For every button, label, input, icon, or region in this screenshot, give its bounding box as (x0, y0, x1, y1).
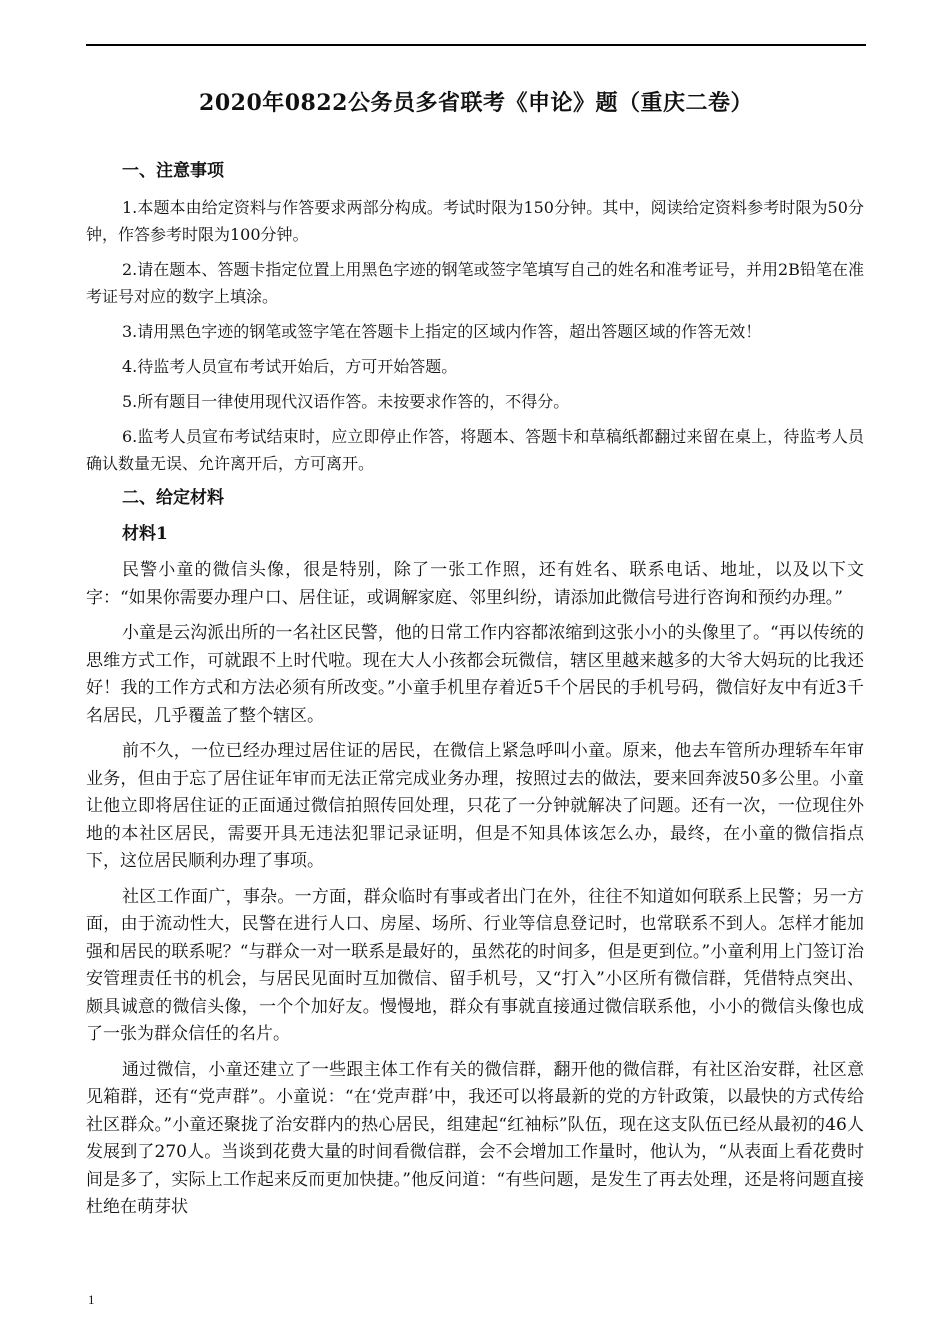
material-label: 材料1 (122, 524, 168, 544)
page-number: 1 (88, 1292, 95, 1307)
material-paragraph-3: 前不久，一位已经办理过居住证的居民，在微信上紧急呼叫小童。原来，他去车管所办理轿车年审业务，但由于忘了居住证年审而无法正常完成业务办理，按照过去的做法，要来回奔波50多公里。小童让他立即将居住证的正面通过微信拍照传回处理，只花了一分钟就解决了问题。还有一次，一位现住外地的本社区居民，需要开具无违法犯罪记录证明，但是不知具体该怎么办，最终，在小童的微信指点下，这位居民顺利办理了事项。 (86, 741, 864, 871)
material-paragraph-2: 小童是云沟派出所的一名社区民警，他的日常工作内容都浓缩到这张小小的头像里了。“再以传统的思维方式工作，可就跟不上时代啦。现在大人小孩都会玩微信，辖区里越来越多的大爷大妈玩的比我还好！我的工作方式和方法必须有所改变。”小童手机里存着近5千个居民的手机号码，微信好友中有近3千名居民，几乎覆盖了整个辖区。 (86, 623, 864, 726)
header-rule (86, 44, 866, 46)
note-item-3: 3.请用黑色字迹的钢笔或签字笔在答题卡上指定的区域内作答，超出答题区域的作答无效！ (122, 322, 762, 341)
document-body (86, 158, 864, 1230)
page-title: 2020年0822公务员多省联考《申论》题（重庆二卷） (199, 90, 753, 116)
section-heading-notes: 一、注意事项 (122, 161, 224, 181)
material-paragraph-1: 民警小童的微信头像，很是特别，除了一张工作照，还有姓名、联系电话、地址，以及以下文字：“如果你需要办理户口、居住证，或调解家庭、邻里纠纷，请添加此微信号进行咨询和预约办理。” (86, 560, 864, 608)
note-item-5: 5.所有题目一律使用现代汉语作答。未按要求作答的，不得分。 (122, 392, 570, 411)
note-item-6: 6.监考人员宣布考试结束时，应立即停止作答，将题本、答题卡和草稿纸都翻过来留在桌上，待监考人员确认数量无误、允许离开后，方可离开。 (86, 427, 864, 473)
section-heading-materials: 二、给定材料 (122, 488, 224, 508)
note-item-1: 1.本题本由给定资料与作答要求两部分构成。考试时限为150分钟。其中，阅读给定资料参考时限为50分钟，作答参考时限为100分钟。 (86, 198, 864, 244)
note-item-4: 4.待监考人员宣布考试开始后，方可开始答题。 (122, 357, 458, 376)
material-paragraph-4: 社区工作面广，事杂。一方面，群众临时有事或者出门在外，往往不知道如何联系上民警；另一方面，由于流动性大，民警在进行人口、房屋、场所、行业等信息登记时，也常联系不到人。怎样才能加强和居民的联系呢？“与群众一对一联系是最好的，虽然花的时间多，但是更到位。”小童利用上门签订治安管理责任书的机会，与居民见面时互加微信、留手机号，又“打入”小区所有微信群，凭借特点突出、颇具诚意的微信头像，一个个加好友。慢慢地，群众有事就直接通过微信联系他，小小的微信头像也成了一张为群众信任的名片。 (86, 886, 864, 1044)
material-paragraph-5: 通过微信，小童还建立了一些跟主体工作有关的微信群，翻开他的微信群，有社区治安群，社区意见箱群，还有“党声群”。小童说：“在‘党声群’中，我还可以将最新的党的方针政策，以最快的方式传给社区群众。”小童还聚拢了治安群内的热心居民，组建起“红袖标”队伍，现在这支队伍已经从最初的46人发展到了270人。当谈到花费大量的时间看微信群，会不会增加工作量时，他认为，“从表面上看花费时间是多了，实际上工作起来反而更加快捷。”他反问道：“有些问题，是发生了再去处理，还是将问题直接杜绝在萌芽状 (86, 1059, 864, 1217)
note-item-2: 2.请在题本、答题卡指定位置上用黑色字迹的钢笔或签字笔填写自己的姓名和准考证号，并用2B铅笔在准考证号对应的数字上填涂。 (86, 260, 864, 306)
